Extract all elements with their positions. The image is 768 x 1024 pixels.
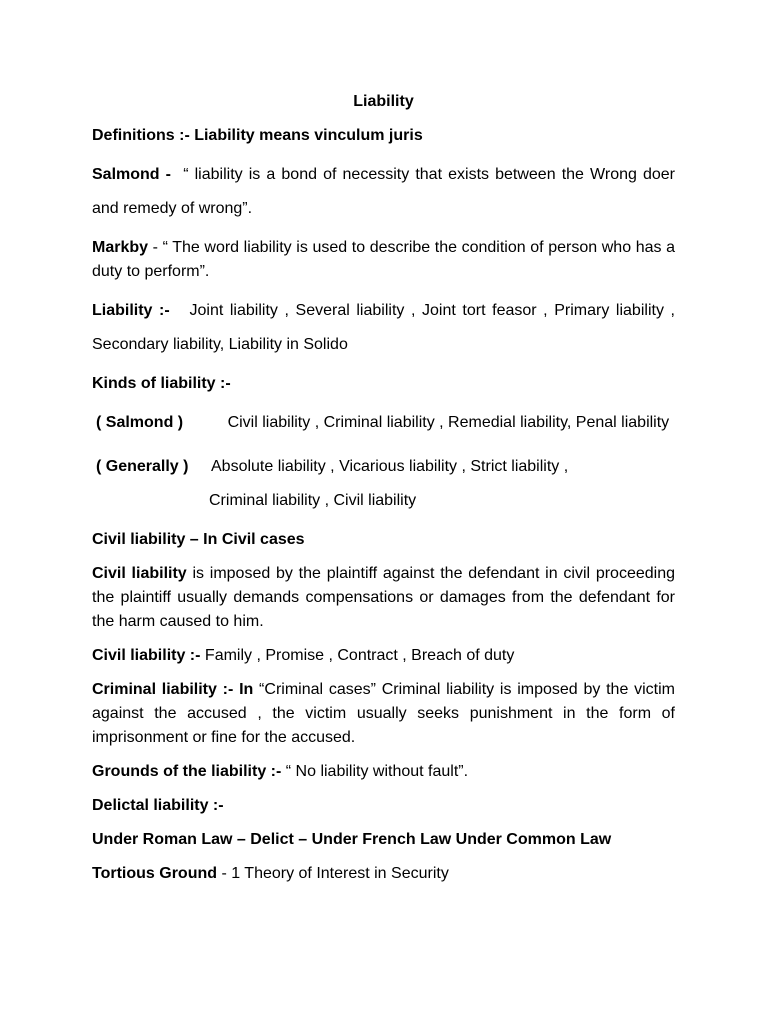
- definitions-line: [92, 124, 675, 148]
- salmond-text: “ liability is a bond of necessity that exists between the Wrong doer and remedy of wrong”.: [92, 166, 676, 217]
- liability-text: Joint liability , Several liability , Joint tort feasor , Primary liability , Secondary liability, Liability in Solido: [92, 302, 675, 353]
- kinds-generally-label: ( Generally ): [96, 458, 189, 475]
- grounds-text: “ No liability without fault”.: [281, 763, 469, 780]
- civil-cases-heading: [92, 528, 675, 552]
- tortious-text: - 1 Theory of Interest in Security: [217, 865, 449, 882]
- tortious-label: Tortious Ground: [92, 865, 218, 882]
- civil-liability-kinds: [92, 644, 675, 668]
- delictal-heading-label: Delictal liability :-: [92, 797, 224, 814]
- roman-law-text: Under Roman Law – Delict – Under French Law Under Common Law: [92, 831, 612, 848]
- markby-label: Markby: [92, 239, 149, 256]
- criminal-label: Criminal liability :- In: [92, 681, 254, 698]
- kinds-generally-line2: Criminal liability , Civil liability: [209, 492, 417, 509]
- grounds-of-liability: [92, 760, 675, 784]
- kinds-generally-line1: Absolute liability , Vicarious liability , Strict liability ,: [211, 458, 569, 475]
- kinds-generally: [92, 450, 675, 484]
- civil-kinds-label: Civil liability :-: [92, 647, 201, 664]
- civil-liability-definition: [92, 562, 675, 634]
- civil-kinds-text: Family , Promise , Contract , Breach of duty: [200, 647, 515, 664]
- salmond-label: Salmond -: [92, 166, 171, 183]
- civil-def-label: Civil liability: [92, 565, 187, 582]
- delictal-heading: [92, 794, 675, 818]
- kinds-salmond-text: Civil liability , Criminal liability , Remedial liability, Penal liability: [227, 414, 670, 431]
- civil-cases-heading-label: Civil liability – In Civil cases: [92, 531, 305, 548]
- markby-definition: [92, 236, 675, 284]
- criminal-liability: [92, 678, 675, 750]
- document-body: [92, 88, 675, 896]
- tortious-ground: [92, 862, 675, 886]
- kinds-heading: [92, 372, 675, 396]
- kinds-heading-label: Kinds of liability :-: [92, 375, 231, 392]
- roman-law-line: [92, 828, 675, 852]
- liability-types: [92, 294, 675, 362]
- page-title: Liability: [353, 93, 414, 110]
- salmond-definition: [92, 158, 675, 226]
- criminal-text: “Criminal cases” Criminal liability is imposed by the victim against the accused , the victim usually seeks punishment in the form of imprisonment or fine for the accused.: [92, 681, 675, 746]
- kinds-salmond-label: ( Salmond ): [96, 414, 184, 431]
- markby-text: - “ The word liability is used to describe the condition of person who has a duty to perform”.: [92, 239, 675, 280]
- liability-label: Liability :-: [92, 302, 170, 319]
- kinds-salmond: [92, 406, 675, 440]
- civil-def-text: is imposed by the plaintiff against the defendant in civil proceeding the plaintiff usually demands compensations or damages from the defendant for the harm caused to him.: [92, 565, 676, 630]
- definitions-label: Definitions :- Liability means vinculum juris: [92, 127, 423, 144]
- grounds-label: Grounds of the liability :-: [92, 763, 282, 780]
